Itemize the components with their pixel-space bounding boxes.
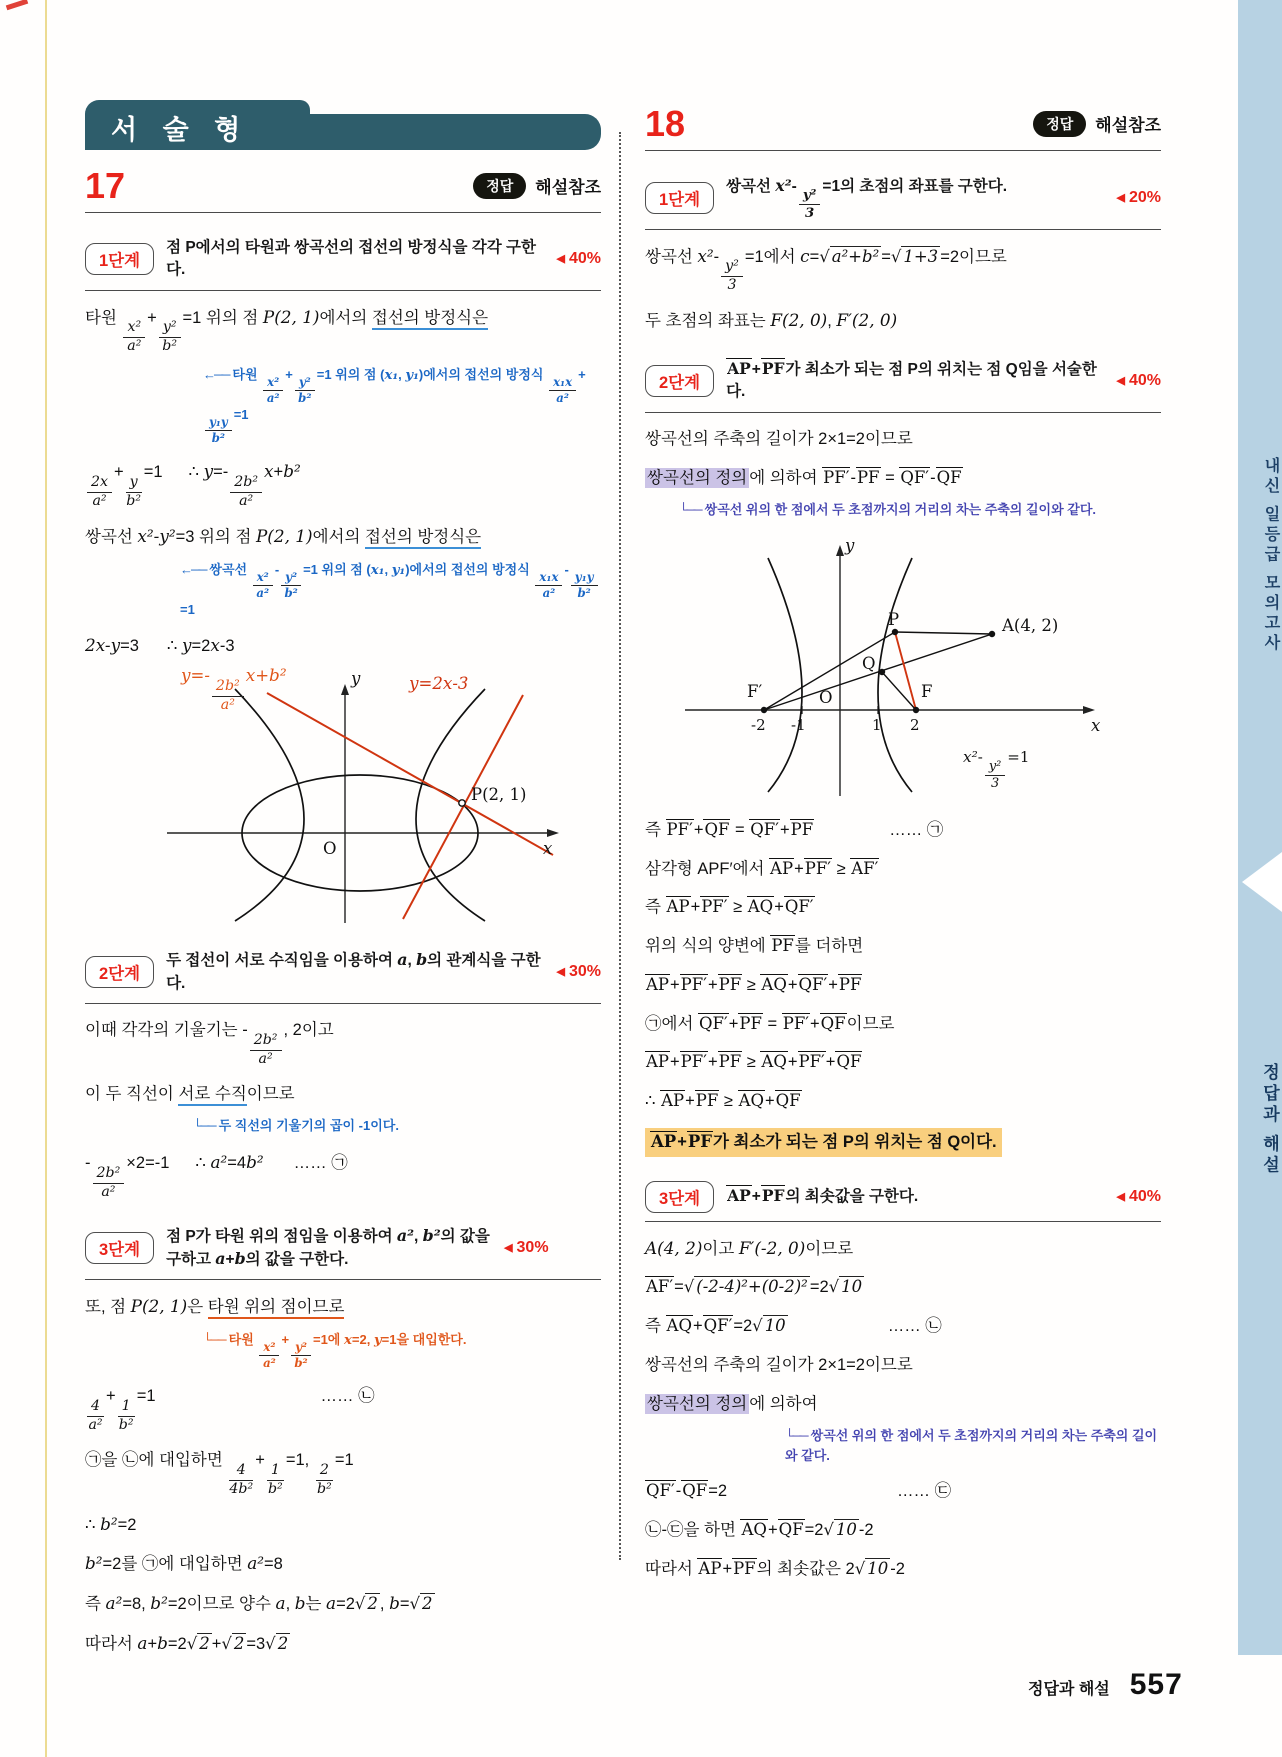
annotation-note: └── 쌍곡선 위의 한 점에서 두 초점까지의 거리의 차는 주축의 길이와 같다. (679, 500, 1161, 520)
figure-17 (155, 665, 575, 925)
page-edge-tab (1238, 0, 1282, 1655)
page-number: 557 (1129, 1668, 1183, 1701)
solution-line: b²=2를 ㉠에 대입하면 a²=8 (85, 1553, 283, 1574)
edge-tab-series-label: 내신 일등급 모의고사 (1262, 456, 1279, 654)
answer-text: 해설참조 (1095, 116, 1161, 136)
tick-label: -2 (751, 715, 766, 734)
step-desc: 쌍곡선 x²- $\frac{\text{y²}}{3}$ =1의 초점의 좌표를 구한다. (726, 175, 1008, 221)
step-desc: 점 P에서의 타원과 쌍곡선의 접선의 방정식을 각각 구한다. (166, 238, 536, 279)
x-axis-label: x (543, 839, 553, 859)
annotation-note: ←── 쌍곡선 $\frac{\text{x²}}{\text{a²}}$ - $\frac{\text{y²}}{\text{b²}}$ =1 위의 점 (x₁, y₁)에서의 접선의 방정식 $\frac{\text{x₁x}}{\text{a²}}$ - $\frac{\text{y₁y}}{\text{b²}}$ =1 (180, 560, 601, 620)
step-badge: 2단계 (85, 956, 154, 988)
banner-bar-shape (275, 114, 601, 150)
step-badge: 3단계 (85, 1232, 154, 1264)
left-triangle-icon: ◀ (1116, 374, 1125, 387)
solution-line: 이때 각각의 기울기는 - $\frac{\text{2b²}}{\text{a²}}$ , 2이고 (85, 1021, 334, 1067)
solution-line: 쌍곡선 x²-y²=3 위의 점 P(2, 1)에서의 접선의 방정식은 (85, 524, 601, 550)
solution-line: 즉 PF′+QF = QF′+PF …… ㉠ (645, 819, 944, 839)
footer-section-label: 정답과 해설 (1028, 1681, 1110, 1698)
annotation-note: └── 타원 $\frac{\text{x²}}{\text{a²}}$ + $\frac{\text{y²}}{\text{b²}}$ =1에 x=2, y=1을 대입한다. (203, 1330, 601, 1370)
section-banner (85, 100, 601, 150)
origin-label: O (819, 687, 833, 707)
problem-number: 18 (645, 103, 686, 144)
solution-line: 또, 점 P(2, 1)은 타원 위의 점이므로 (85, 1294, 601, 1320)
solution-line: 쌍곡선의 정의 에 의하여 PF′-PF = QF′-QF (647, 467, 962, 487)
step-desc: AP+PF가 최소가 되는 점 P의 위치는 점 Q임을 서술한다. (726, 358, 1097, 401)
solution-line: 즉 AP+PF′ ≥ AQ+QF′ (645, 897, 814, 917)
column-divider (619, 132, 621, 1560)
y-axis-label: y (845, 535, 855, 555)
solution-line: $\frac{4}{\text{a²}}$ + $\frac{1}{\text{b²}}$ =1 …… ㉡ (88, 1387, 375, 1434)
solution-line: 따라서 AP+PF의 최솟값은 2√ 10 -2 (645, 1558, 905, 1578)
step-header-2 (85, 945, 601, 1004)
answer-badge: 정답 (1033, 111, 1086, 137)
corner-mark (6, 0, 28, 10)
left-triangle-icon: ◀ (1116, 1190, 1125, 1203)
tick-label: -1 (791, 715, 806, 734)
solution-line: A(4, 2)이고 F′(-2, 0)이므로 (645, 1237, 854, 1258)
left-triangle-icon: ◀ (504, 1241, 513, 1254)
annotation-note: └── 두 직선의 기울기의 곱이 -1이다. (193, 1116, 601, 1136)
solution-line: 2x-y=3 ∴ y=2x-3 (85, 635, 235, 656)
solution-line: ∴ AP+PF ≥ AQ+QF (645, 1091, 801, 1111)
solution-line: - $\frac{\text{2b²}}{\text{a²}}$ ×2=-1 ∴ a²=4b² …… ㉠ (85, 1151, 348, 1200)
rule (645, 150, 1161, 151)
solution-line: 즉 AQ+QF′=2√ 10 …… ㉡ (645, 1316, 942, 1336)
step-badge: 1단계 (645, 182, 714, 214)
step-badge: 2단계 (645, 365, 714, 397)
solution-line: AF′=√ (-2-4)²+(0-2)² =2√ 10 (646, 1277, 863, 1297)
answer-reference (1033, 111, 1161, 137)
focus-f-prime-label: F′ (747, 681, 763, 701)
point-p-label: P(2, 1) (471, 785, 527, 805)
step-desc: AP+PF의 최솟값을 구한다. (727, 1185, 919, 1205)
column-left (85, 100, 601, 1671)
step-percent: ◀ 30% (556, 963, 601, 981)
step-header-3 (645, 1177, 1161, 1222)
figure-18-plot (675, 532, 1115, 804)
solution-line: 두 초점의 좌표는 F(2, 0), F′(2, 0) (645, 310, 898, 331)
left-triangle-icon: ◀ (556, 966, 565, 979)
answer-reference (473, 173, 601, 199)
tangent2-equation-label: y=2x-3 (409, 673, 469, 694)
focus-f-label: F (921, 681, 933, 701)
solution-line: ∴ b²=2 (85, 1513, 137, 1534)
tick-label: 1 (872, 715, 882, 734)
edge-tab-section-label: 정답과 해설 (1260, 1063, 1279, 1177)
page-footer (1028, 1668, 1183, 1702)
step-percent: ◀ 20% (1116, 188, 1161, 206)
step-percent: ◀ 40% (1116, 1187, 1161, 1205)
step-header-1 (645, 171, 1161, 230)
left-margin-rule (45, 0, 47, 1757)
solution-line: ㉠에서 QF′+PF = PF′+QF이므로 (645, 1013, 895, 1033)
step-percent: ◀ 40% (556, 250, 601, 268)
solution-line: 쌍곡선의 정의 에 의하여 (647, 1394, 818, 1413)
annotation-note: ←── 타원 $\frac{\text{x²}}{\text{a²}}$ + $\frac{\text{y²}}{\text{b²}}$ =1 위의 점 (x₁, y₁)에서의 접선의 방정식 $\frac{\text{x₁x}}{\text{a²}}$ + $\frac{\text{y₁y}}{\text{b²}}$ =1 (203, 365, 601, 445)
solution-line: 위의 식의 양변에 PF를 더하면 (645, 936, 864, 956)
problem-number: 17 (85, 165, 126, 206)
solution-line: 즉 a²=8, b²=2이므로 양수 a, b는 a=2√ 2 , b=√ 2 (85, 1593, 433, 1613)
answer-badge: 정답 (473, 173, 526, 199)
left-triangle-icon: ◀ (1116, 191, 1125, 204)
tangent1-equation-label: y=- $\frac{\text{2b²}}{\text{a²}}$ x+b² (181, 665, 287, 713)
solution-line: 쌍곡선의 주축의 길이가 2×1=2이므로 (645, 1355, 913, 1374)
point-a-label: A(4, 2) (1002, 615, 1059, 635)
step-header-2 (645, 354, 1161, 413)
problem-17-header (85, 166, 601, 206)
solution-line: 삼각형 APF′에서 AP+PF′ ≥ AF′ (645, 858, 879, 878)
figure-18 (675, 532, 1115, 804)
step-badge: 3단계 (645, 1181, 714, 1213)
section-title: 서 술 형 (111, 115, 250, 145)
solution-line: 쌍곡선의 주축의 길이가 2×1=2이므로 (645, 429, 913, 448)
column-right (645, 100, 1161, 1596)
step-badge: 1단계 (85, 243, 154, 275)
step-percent: ◀ 30% (504, 1238, 549, 1256)
annotation-note: └── 쌍곡선 위의 한 점에서 두 초점까지의 거리의 차는 주축의 길이와 같다. (785, 1426, 1161, 1465)
solution-line-highlighted: AP+PF가 최소가 되는 점 P의 위치는 점 Q이다. (645, 1128, 1161, 1157)
hyperbola-equation-label: x²- $\frac{\text{y²}}{3}$ =1 (963, 747, 1030, 792)
answer-text: 해설참조 (535, 178, 601, 198)
solution-line: 타원 $\frac{\text{x²}}{\text{a²}}$ + $\frac{\text{y²}}{\text{b²}}$ =1 위의 점 P(2, 1)에서의 접선의 방정식은 (85, 306, 489, 355)
step-desc: 점 P가 타원 위의 점임을 이용하여 a², b²의 값을 구하고 a+b의 값을 구한다. (166, 1225, 490, 1268)
origin-label: O (323, 839, 337, 859)
rule (85, 212, 601, 213)
step-header-1 (85, 233, 601, 291)
point-p-label: P (888, 609, 900, 629)
edge-tab-notch (1242, 852, 1282, 912)
point-q-label: Q (862, 653, 876, 673)
solution-line: ㉠을 ㉡에 대입하면 $\frac{4}{\text{4b²}}$ + $\frac{1}{\text{b²}}$ =1, $\frac{2}{\text{b²}}$ =1 (85, 1450, 354, 1497)
step-desc: 두 접선이 서로 수직임을 이용하여 a, b의 관계식을 구한다. (166, 950, 541, 992)
x-axis-label: x (1091, 715, 1101, 735)
solution-line: 이 두 직선이 서로 수직이므로 (85, 1082, 601, 1107)
step-header-3 (85, 1221, 601, 1281)
y-axis-label: y (351, 669, 361, 689)
tick-label: 2 (910, 715, 920, 734)
solution-line: $\frac{2x}{\text{a²}}$ + $\frac{y}{\text{b²}}$ =1 ∴ y=- $\frac{\text{2b²}}{\text{a²}}$ x+b² (85, 459, 601, 510)
solution-line: AP+PF′+PF ≥ AQ+QF′+PF (646, 974, 862, 994)
solution-line: 따라서 a+b=2√ 2 +√ 2 =3√ 2 (85, 1632, 289, 1653)
problem-18-header (645, 104, 1161, 144)
left-triangle-icon: ◀ (556, 253, 565, 266)
solution-line: 쌍곡선 x²- $\frac{\text{y²}}{3}$ =1에서 c=√ a²+b² =√ 1+3 =2이므로 (645, 245, 1007, 294)
solution-line: AP+PF′+PF ≥ AQ+PF′+QF (646, 1052, 862, 1072)
solution-line: ㉡-㉢을 하면 AQ+QF=2√ 10 -2 (645, 1520, 874, 1540)
step-percent: ◀ 40% (1116, 371, 1161, 389)
solution-line: QF′-QF=2 …… ㉢ (646, 1481, 952, 1501)
